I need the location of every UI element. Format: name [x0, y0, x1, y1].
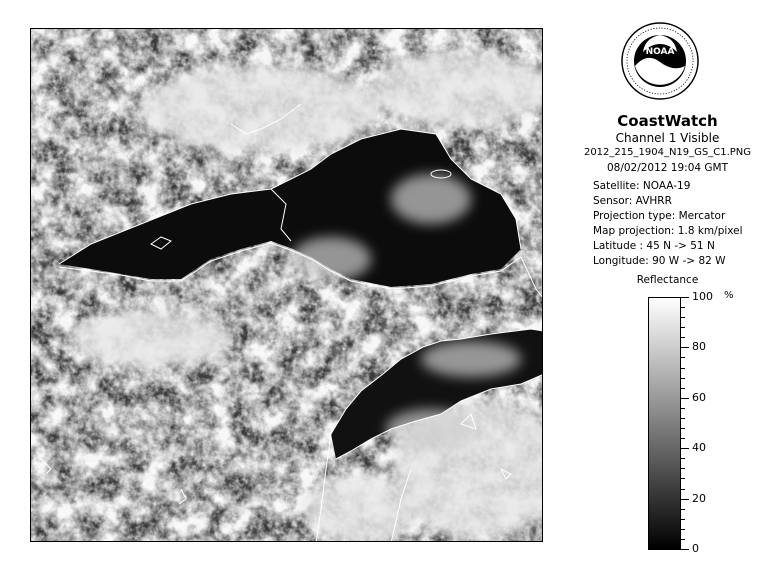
colorbar-label: 60 [692, 391, 706, 404]
satellite-image [30, 28, 543, 542]
colorbar-tick [681, 418, 685, 419]
detail-latitude: Latitude : 45 N -> 51 N [593, 240, 715, 252]
colorbar-tick [681, 549, 689, 550]
detail-satellite: Satellite: NOAA-19 [593, 180, 691, 192]
detail-longitude: Longitude: 90 W -> 82 W [593, 255, 726, 267]
colorbar-tick [681, 448, 689, 449]
colorbar-tick [681, 489, 685, 490]
channel-label: Channel 1 Visible [615, 131, 720, 145]
colorbar-tick [681, 428, 685, 429]
colorbar-tick [681, 458, 685, 459]
colorbar-tick [681, 307, 685, 308]
colorbar-tick [681, 297, 689, 298]
colorbar-tick [681, 347, 689, 348]
app-title: CoastWatch [617, 112, 718, 130]
colorbar-tick [681, 317, 685, 318]
colorbar-tick [681, 327, 685, 328]
colorbar-tick [681, 468, 685, 469]
colorbar-title: Reflectance [636, 274, 699, 286]
detail-map-projection: Map projection: 1.8 km/pixel [593, 225, 743, 237]
colorbar-tick [681, 529, 685, 530]
colorbar-label: 80 [692, 340, 706, 353]
colorbar-tick [681, 478, 685, 479]
colorbar-tick [681, 408, 685, 409]
datetime: 08/02/2012 19:04 GMT [606, 162, 729, 174]
colorbar-tick [681, 368, 685, 369]
noaa-logo [621, 22, 699, 100]
colorbar-tick [681, 388, 685, 389]
reflectance-colorbar [648, 297, 681, 550]
detail-sensor: Sensor: AVHRR [593, 195, 672, 207]
colorbar-label: 40 [692, 441, 706, 454]
colorbar-label: 0 [692, 542, 699, 555]
colorbar-tick [681, 519, 685, 520]
logo-text: NOAA [645, 47, 675, 57]
colorbar-label: 100 [692, 290, 713, 303]
colorbar-tick [681, 398, 689, 399]
colorbar-unit: % [724, 290, 734, 301]
colorbar-tick [681, 337, 685, 338]
detail-projection-type: Projection type: Mercator [593, 210, 726, 222]
colorbar-tick [681, 539, 685, 540]
colorbar-tick [681, 357, 685, 358]
colorbar-tick [681, 438, 685, 439]
colorbar-tick [681, 378, 685, 379]
colorbar-tick [681, 509, 685, 510]
filename: 2012_215_1904_N19_GS_C1.PNG [583, 147, 752, 158]
colorbar-tick [681, 499, 689, 500]
colorbar-label: 20 [692, 492, 706, 505]
